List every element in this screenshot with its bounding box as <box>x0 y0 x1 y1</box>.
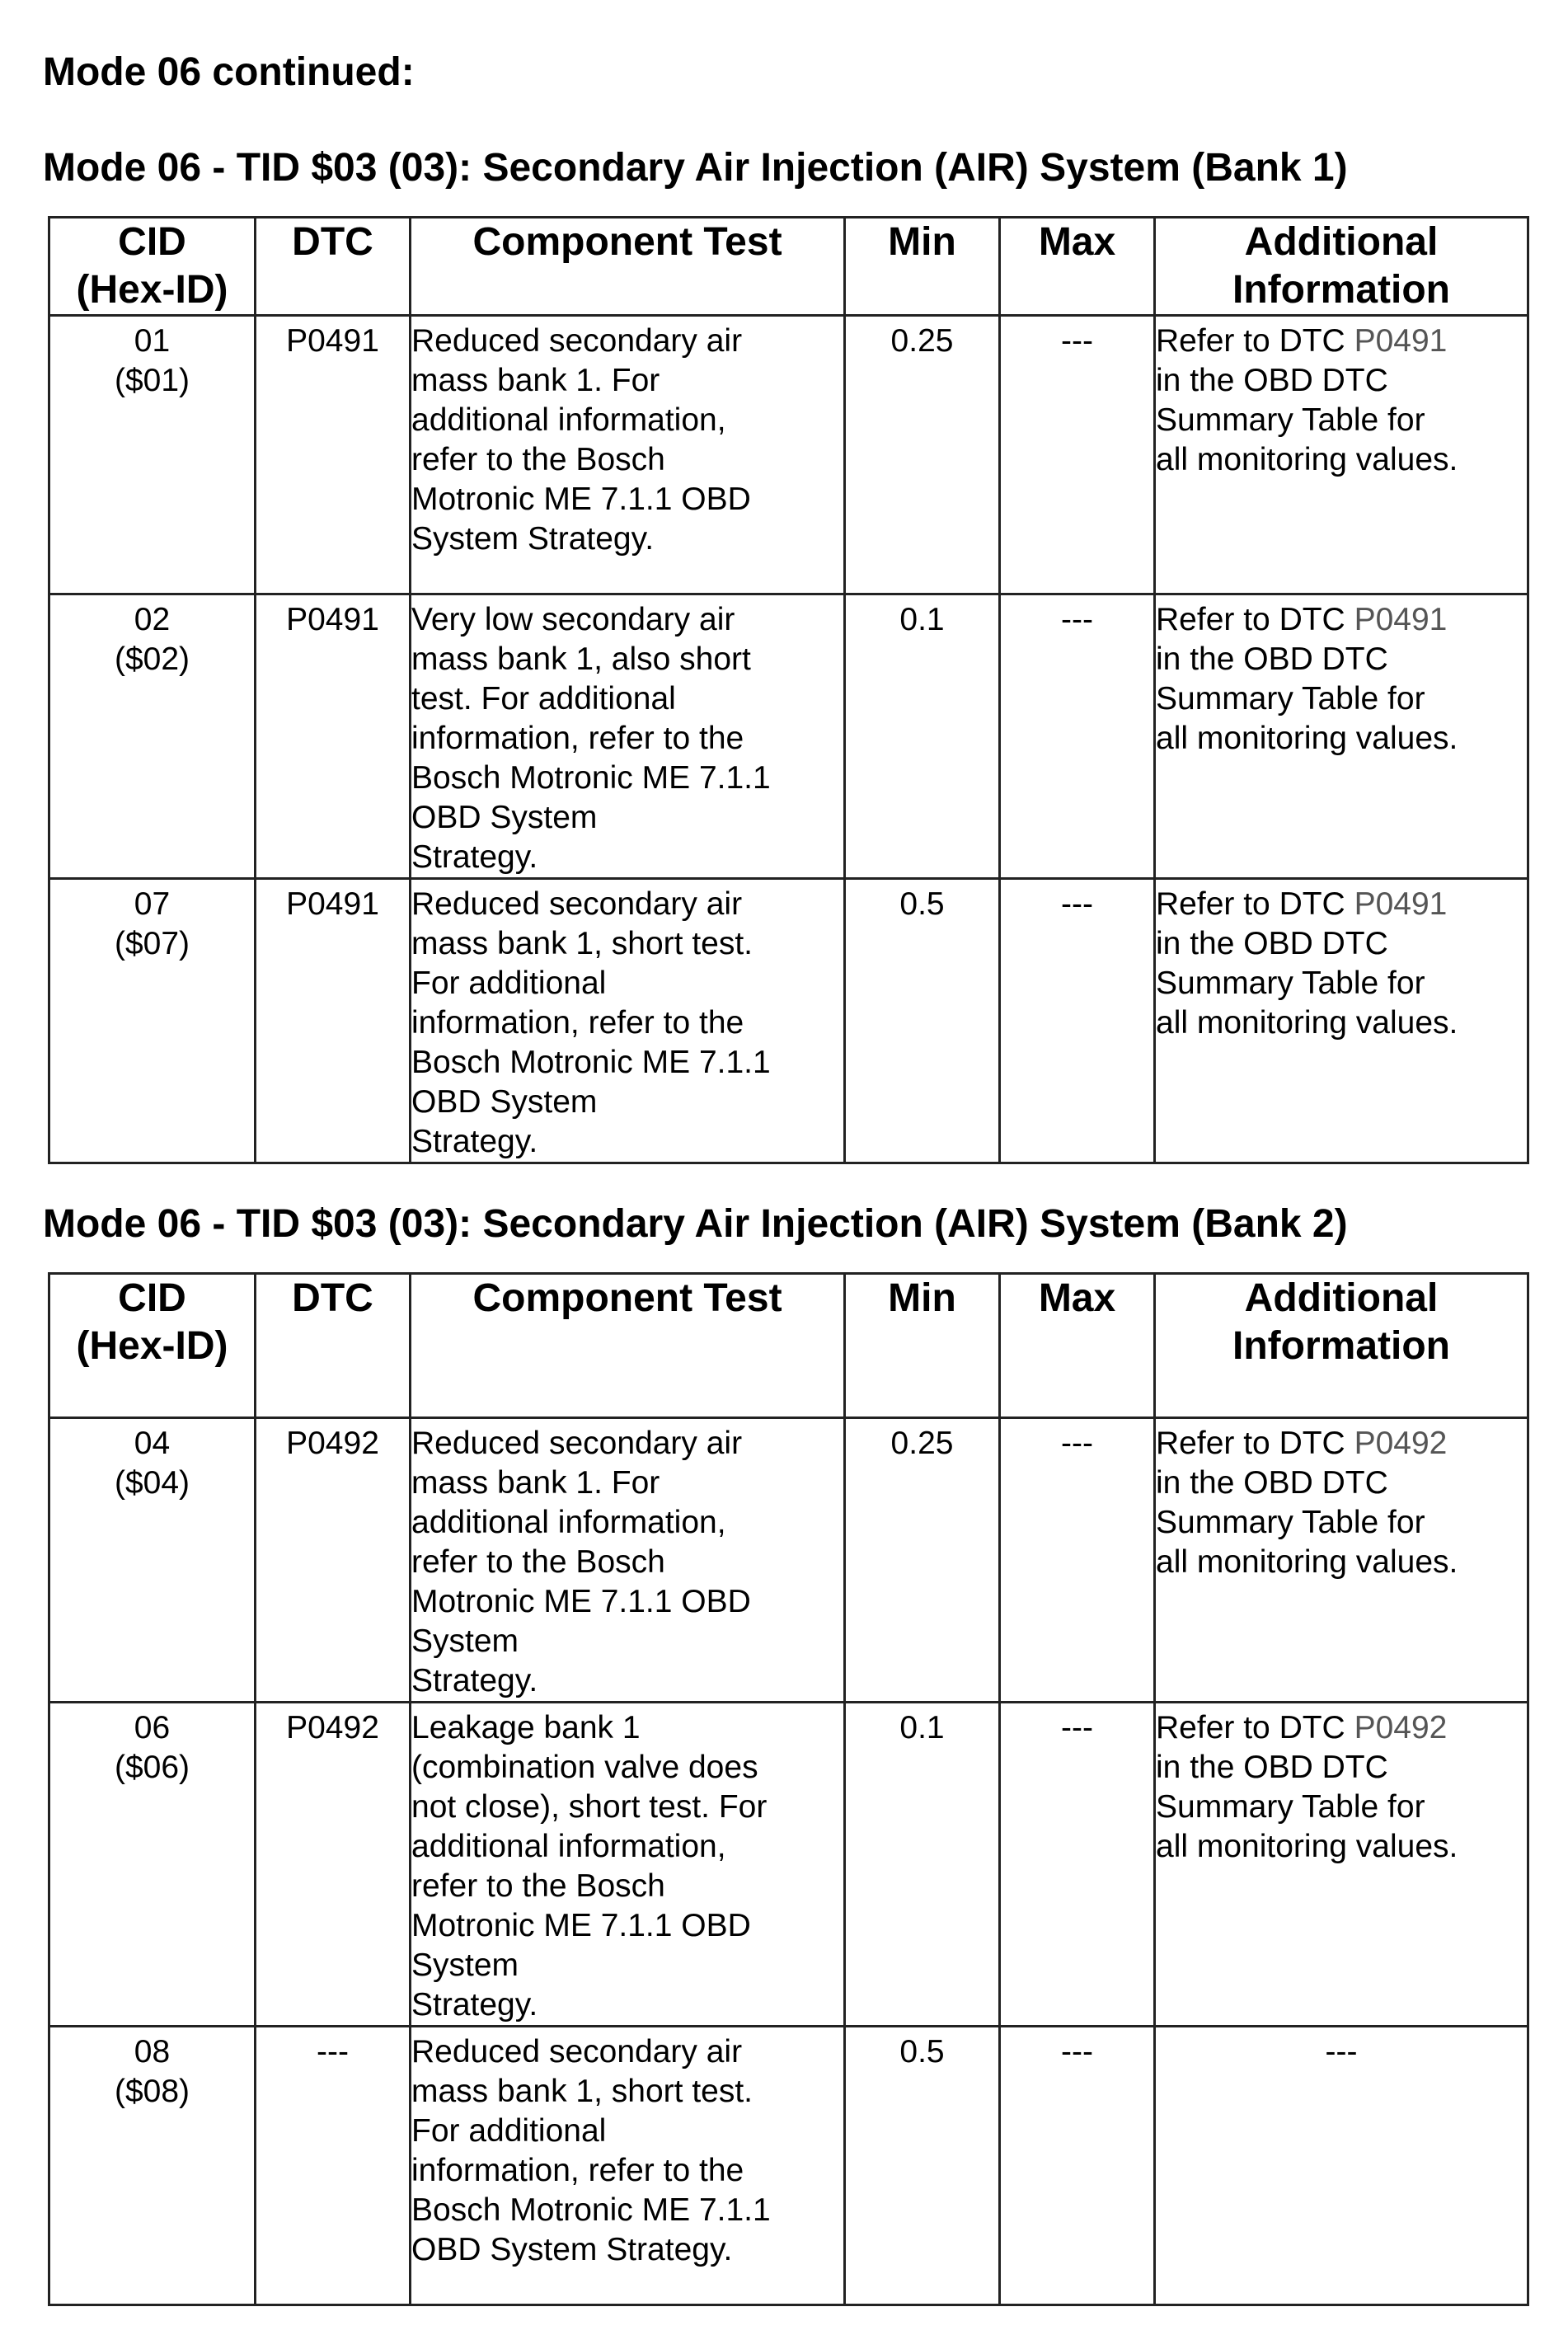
cid-cell: 01 ($01) <box>49 316 256 594</box>
component-test-cell: Reduced secondary air mass bank 1. For additional information, refer to the Bosch Motronic ME 7.1.1 OBD System Strategy. <box>411 316 845 594</box>
header-component-test: Component Test <box>411 218 845 316</box>
component-test-cell: Reduced secondary air mass bank 1, short test. For additional information, refer to the Bosch Motronic ME 7.1.1 OBD System Strategy. <box>411 879 845 1163</box>
max-cell: --- <box>1000 1418 1155 1703</box>
header-min: Min <box>845 218 1000 316</box>
additional-info-cell: --- <box>1155 2027 1528 2305</box>
component-test-cell: Reduced secondary air mass bank 1. For additional information, refer to the Bosch Motronic ME 7.1.1 OBD System Strategy. <box>411 1418 845 1703</box>
cid-cell: 06 ($06) <box>49 1703 256 2027</box>
table-row <box>49 1703 1528 2027</box>
additional-info-cell: Refer to DTC P0491 in the OBD DTC Summary Table for all monitoring values. <box>1155 316 1528 594</box>
header-dtc: DTC <box>256 218 411 316</box>
dtc-reference: P0491 <box>1354 323 1448 359</box>
section-title-bank-1: Mode 06 - TID $03 (03): Secondary Air Injection (AIR) System (Bank 1) <box>43 146 1348 190</box>
dtc-cell: P0492 <box>256 1418 411 1703</box>
min-cell: 0.1 <box>845 594 1000 879</box>
header-max: Max <box>1000 218 1155 316</box>
dtc-reference: P0492 <box>1354 1426 1448 1461</box>
mode06-table-bank-2 <box>48 1272 1529 2306</box>
additional-info-cell: Refer to DTC P0491 in the OBD DTC Summary Table for all monitoring values. <box>1155 594 1528 879</box>
dtc-cell: P0491 <box>256 879 411 1163</box>
min-cell: 0.5 <box>845 2027 1000 2305</box>
dtc-reference: P0491 <box>1354 886 1448 922</box>
dtc-cell: P0491 <box>256 316 411 594</box>
component-test-cell: Very low secondary air mass bank 1, also short test. For additional information, refer to the Bosch Motronic ME 7.1.1 OBD System Strategy. <box>411 594 845 879</box>
header-component-test: Component Test <box>411 1274 845 1418</box>
max-cell: --- <box>1000 2027 1155 2305</box>
table-header-row <box>49 218 1528 316</box>
max-cell: --- <box>1000 316 1155 594</box>
min-cell: 0.25 <box>845 1418 1000 1703</box>
cid-cell: 02 ($02) <box>49 594 256 879</box>
min-cell: 0.5 <box>845 879 1000 1163</box>
dtc-cell: --- <box>256 2027 411 2305</box>
header-cid: CID (Hex-ID) <box>49 218 256 316</box>
header-additional-information: Additional Information <box>1155 218 1528 316</box>
component-test-cell: Reduced secondary air mass bank 1, short test. For additional information, refer to the Bosch Motronic ME 7.1.1 OBD System Strategy. <box>411 2027 845 2305</box>
table-header-row <box>49 1274 1528 1418</box>
table-row <box>49 1418 1528 1703</box>
header-min: Min <box>845 1274 1000 1418</box>
header-dtc: DTC <box>256 1274 411 1418</box>
table-row <box>49 2027 1528 2305</box>
additional-info-cell: Refer to DTC P0492 in the OBD DTC Summary Table for all monitoring values. <box>1155 1703 1528 2027</box>
page-heading: Mode 06 continued: <box>43 50 415 94</box>
section-title-bank-2: Mode 06 - TID $03 (03): Secondary Air Injection (AIR) System (Bank 2) <box>43 1202 1348 1246</box>
cid-cell: 04 ($04) <box>49 1418 256 1703</box>
max-cell: --- <box>1000 594 1155 879</box>
header-cid: CID (Hex-ID) <box>49 1274 256 1418</box>
table-row <box>49 879 1528 1163</box>
header-additional-information: Additional Information <box>1155 1274 1528 1418</box>
header-max: Max <box>1000 1274 1155 1418</box>
max-cell: --- <box>1000 879 1155 1163</box>
min-cell: 0.1 <box>845 1703 1000 2027</box>
table-row <box>49 594 1528 879</box>
dtc-reference: P0491 <box>1354 602 1448 637</box>
max-cell: --- <box>1000 1703 1155 2027</box>
min-cell: 0.25 <box>845 316 1000 594</box>
dtc-cell: P0491 <box>256 594 411 879</box>
cid-cell: 07 ($07) <box>49 879 256 1163</box>
component-test-cell: Leakage bank 1 (combination valve does not close), short test. For additional information, refer to the Bosch Motronic ME 7.1.1 OBD System Strategy. <box>411 1703 845 2027</box>
cid-cell: 08 ($08) <box>49 2027 256 2305</box>
mode06-table-bank-1 <box>48 216 1529 1164</box>
dtc-cell: P0492 <box>256 1703 411 2027</box>
dtc-reference: P0492 <box>1354 1710 1448 1745</box>
table-row <box>49 316 1528 594</box>
additional-info-cell: Refer to DTC P0492 in the OBD DTC Summary Table for all monitoring values. <box>1155 1418 1528 1703</box>
additional-info-cell: Refer to DTC P0491 in the OBD DTC Summary Table for all monitoring values. <box>1155 879 1528 1163</box>
